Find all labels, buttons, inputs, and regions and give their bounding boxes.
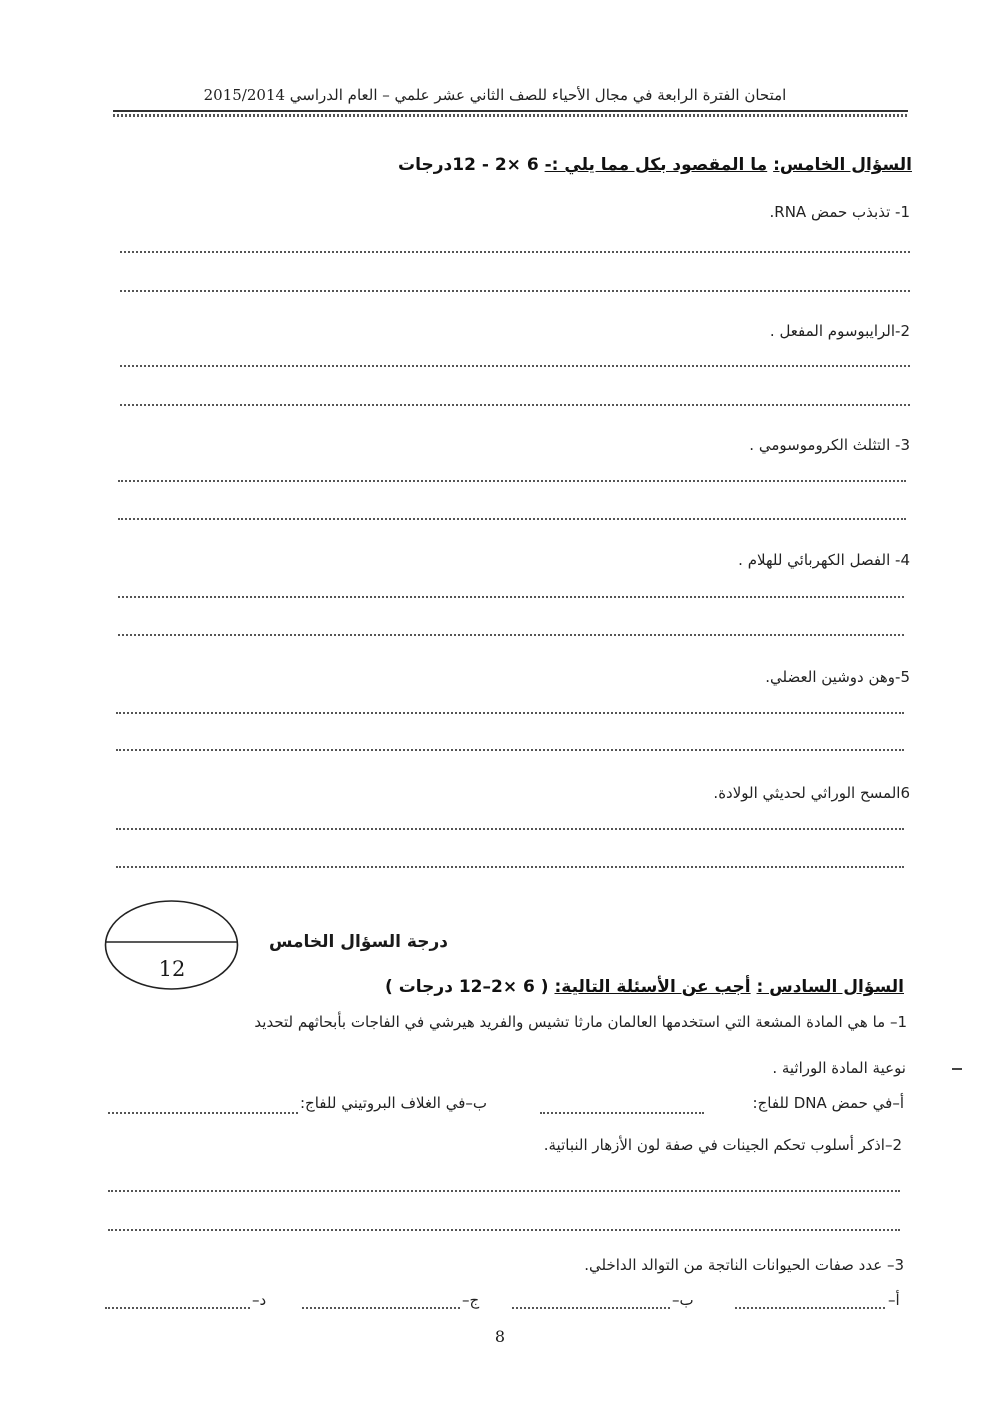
question5-heading	[398, 155, 912, 175]
question5-item-1: 1- تذبذب حمض RNA.	[769, 203, 910, 221]
answer-line[interactable]	[120, 251, 910, 253]
question6-item-3: 3– عدد صفات الحيوانات الناتجة من التوالد الداخلي.	[584, 1256, 904, 1274]
answer-line[interactable]	[512, 1307, 670, 1309]
answer-line[interactable]	[116, 828, 904, 830]
answer-line[interactable]	[108, 1112, 298, 1114]
question5-marks: 6 ×2 - 12درجات	[398, 155, 539, 175]
question6-item-3-label-d: د–	[252, 1291, 267, 1309]
exam-header-title: امتحان الفترة الرابعة في مجال الأحياء للصف الثاني عشر علمي – العام الدراسي 2015/2014	[203, 86, 787, 104]
question6-heading	[385, 977, 904, 997]
answer-line[interactable]	[105, 1307, 250, 1309]
answer-line[interactable]	[116, 749, 904, 751]
answer-line[interactable]	[108, 1229, 900, 1231]
answer-line[interactable]	[118, 518, 906, 520]
question6-marks: ( 6 ×2–12 درجات )	[385, 977, 549, 997]
question5-item-4: 4- الفصل الكهربائي للهلام .	[738, 551, 910, 569]
grade-value: 12	[158, 957, 186, 981]
answer-line[interactable]	[735, 1307, 885, 1309]
question5-prompt: ما المقصود بكل مما يلي :-	[544, 155, 768, 175]
answer-line[interactable]	[118, 480, 906, 482]
answer-line[interactable]	[118, 596, 904, 598]
question6-item-3-label-a: أ–	[888, 1291, 900, 1309]
header-rule	[113, 110, 908, 112]
question6-item-3-label-c: ج–	[462, 1291, 480, 1309]
question6-item-1-line1: 1– ما هي المادة المشعة التي استخدمها العالمان مارثا تشيس والفريد هيرشي في الفاجات بأبحاثهم لتحديد	[254, 1013, 907, 1031]
margin-mark	[952, 1068, 962, 1070]
question5-item-5: 5-وهن دوشين العضلي.	[765, 668, 910, 686]
question6-label: السؤال السادس :	[756, 977, 904, 997]
answer-line[interactable]	[120, 365, 910, 367]
answer-line[interactable]	[118, 634, 904, 636]
answer-line[interactable]	[540, 1112, 704, 1114]
answer-line[interactable]	[108, 1190, 900, 1192]
question5-item-2: 2-الرايبوسوم المفعل .	[769, 322, 910, 340]
answer-line[interactable]	[302, 1307, 460, 1309]
question6-answer-a-label: أ–في حمض DNA للفاج:	[752, 1094, 904, 1112]
question6-item-2: 2–اذكر أسلوب تحكم الجينات في صفة لون الأزهار النباتية.	[543, 1136, 902, 1154]
question6-prompt: أجب عن الأسئلة التالية:	[554, 977, 751, 997]
question6-item-3-label-b: ب–	[672, 1291, 694, 1309]
grade-label: درجة السؤال الخامس	[268, 932, 448, 952]
question6-answer-b-label: ب–في الغلاف البروتيني للفاج:	[300, 1094, 488, 1112]
question6-item-1-line2: نوعية المادة الوراثية .	[772, 1059, 906, 1077]
question5-label: السؤال الخامس:	[773, 155, 912, 175]
question5-item-6: 6المسح الوراثي لحديثي الولادة.	[713, 784, 910, 802]
answer-line[interactable]	[116, 866, 904, 868]
question5-item-3: 3- التثلث الكروموسومي .	[749, 436, 910, 454]
page-number: 8	[494, 1327, 506, 1346]
answer-line[interactable]	[120, 290, 910, 292]
answer-line[interactable]	[120, 404, 910, 406]
header-rule-pattern	[113, 114, 908, 117]
answer-line[interactable]	[116, 712, 904, 714]
